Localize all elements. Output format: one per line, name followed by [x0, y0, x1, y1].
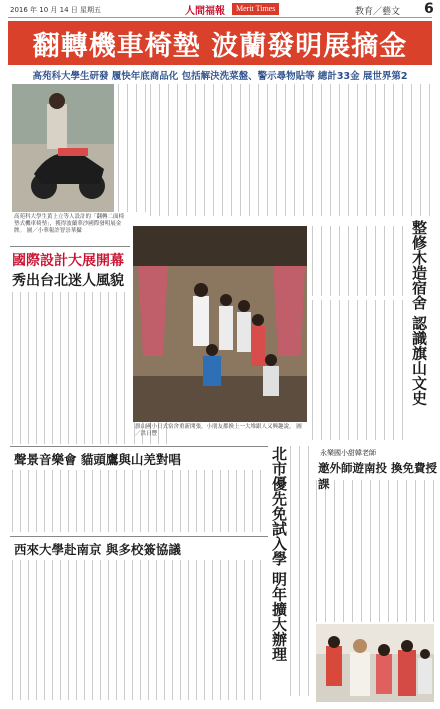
issue-date: 2016 年 10 月 14 日 星期五	[10, 6, 101, 14]
article2-body	[12, 292, 130, 444]
article4-title: 聲景音樂會 貓頭鷹與山羌對唱	[14, 452, 181, 467]
article3-title: 整修木造宿舍 認識旗山文史	[410, 220, 428, 406]
main-subheadline: 高苑科大學生研發 履快年底商品化 包括解決洗菜盤、警示尋物貼等 總計33金 展世界第2	[32, 71, 408, 82]
section-label: 教育／藝文	[355, 7, 401, 17]
main-headline: 翻轉機車椅墊 波蘭發明展摘金	[32, 30, 408, 62]
article7-body	[316, 480, 434, 622]
photo1-credit: 圖／小華報許智崇華攝	[26, 228, 82, 234]
divider	[10, 246, 130, 247]
classroom-photo	[316, 624, 434, 702]
article4-body	[12, 470, 268, 532]
main-article-body	[150, 84, 432, 216]
article7-title: 邀外師遊南投 換免費授課	[318, 461, 438, 491]
scooter-illustration	[12, 84, 114, 212]
newspaper-brand: Merit Times	[232, 3, 279, 15]
article3-body	[312, 226, 404, 296]
article5-body	[12, 560, 268, 700]
photo2-caption-text: 旗山國小日式宿舍重新開張，小朋友都換上一大堆跟人又興趣說。	[135, 424, 295, 430]
photo1-side-text	[118, 84, 146, 212]
article6-title: 北市優先免試入學 明年擴大辦理	[270, 446, 288, 662]
classroom-illustration	[316, 624, 434, 702]
photo1-caption	[14, 214, 126, 235]
divider	[10, 536, 268, 537]
group-photo	[133, 226, 307, 422]
group-illustration	[133, 226, 307, 422]
scooter-photo	[12, 84, 114, 212]
photo2-credit: 圖／洪日豐	[135, 424, 302, 437]
photo1-caption-text: 高苑科大學生黃上立等人設計的「翻轉二面椅墊式機車椅墊」，獲得波蘭華沙國際發明展金牌。	[14, 214, 125, 234]
article2-title-line2: 秀出台北迷人風貌	[12, 273, 124, 289]
article3-body-right	[312, 300, 404, 440]
divider	[10, 446, 268, 447]
page-number: 6	[424, 1, 434, 17]
article2-title-line1: 國際設計大展開幕	[12, 253, 124, 269]
photo2-caption	[135, 424, 305, 438]
article5-title: 西來大學赴南京 與多校簽協議	[14, 542, 181, 557]
article6-body	[290, 446, 312, 696]
article7-kicker: 永樂國小甜韓老師	[320, 449, 376, 457]
header-rule	[8, 17, 432, 18]
newspaper-logo: 人間福報	[185, 6, 225, 17]
